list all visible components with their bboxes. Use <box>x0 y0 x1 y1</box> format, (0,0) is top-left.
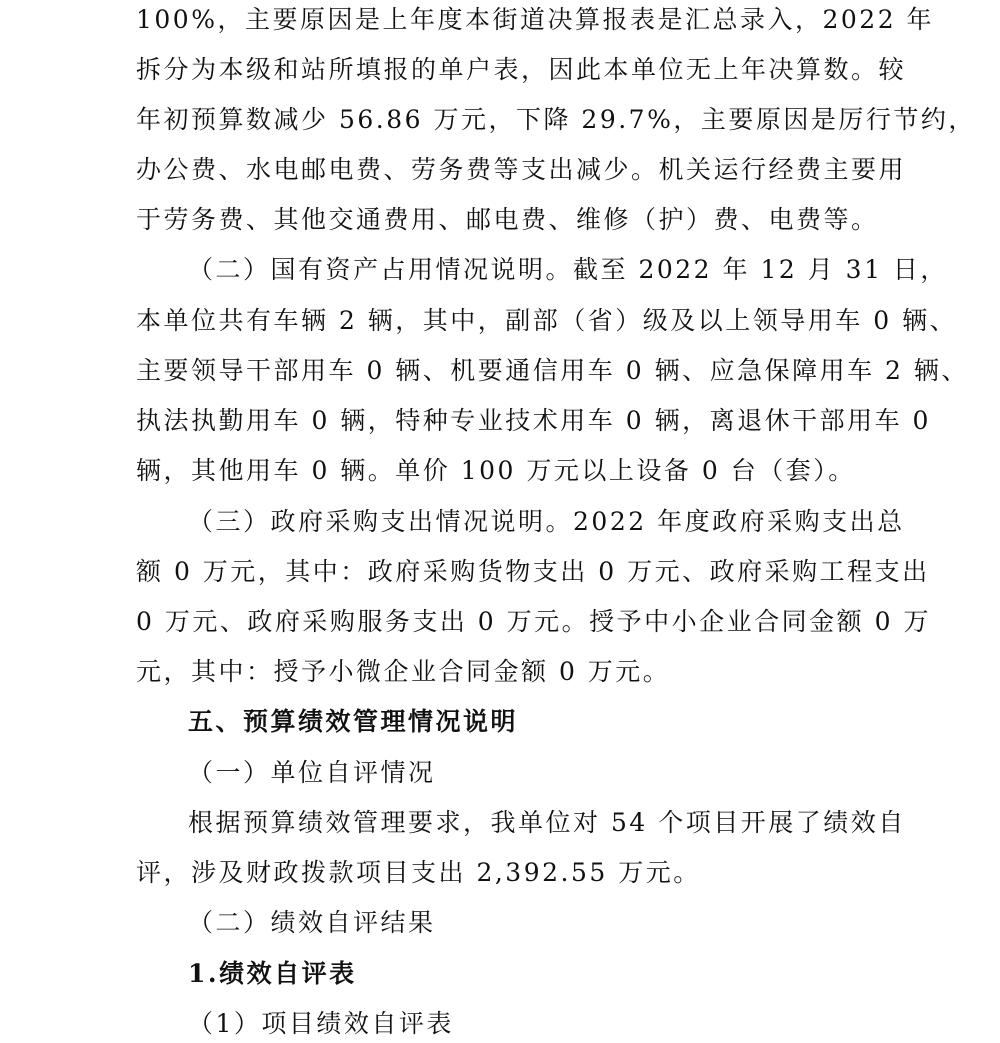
paragraph-line: 拆分为本级和站所填报的单户表，因此本单位无上年决算数。较 <box>136 55 907 84</box>
paragraph-line: 执法执勤用车 0 辆，特种专业技术用车 0 辆，离退休干部用车 0 <box>136 406 931 435</box>
subsection-heading: （二）绩效自评结果 <box>188 908 436 937</box>
paragraph-line: 于劳务费、其他交通费用、邮电费、维修（护）费、电费等。 <box>136 205 879 234</box>
subsection-heading: （一）单位自评情况 <box>188 758 436 787</box>
item-subheading: （1）项目绩效自评表 <box>188 1009 454 1038</box>
section-heading: 五、预算绩效管理情况说明 <box>188 707 519 736</box>
paragraph-line: （三）政府采购支出情况说明。2022 年度政府采购支出总 <box>188 507 905 536</box>
paragraph-line: 评，涉及财政拨款项目支出 2,392.55 万元。 <box>136 858 701 887</box>
paragraph-line: 100%，主要原因是上年度本街道决算报表是汇总录入，2022 年 <box>136 5 935 34</box>
paragraph-line: 年初预算数减少 56.86 万元，下降 29.7%，主要原因是厉行节约， <box>136 105 976 134</box>
paragraph-line: 根据预算绩效管理要求，我单位对 54 个项目开展了绩效自 <box>188 808 906 837</box>
paragraph-line: 额 0 万元，其中：政府采购货物支出 0 万元、政府采购工程支出 <box>136 557 930 586</box>
paragraph-line: （二）国有资产占用情况说明。截至 2022 年 12 月 31 日， <box>188 255 948 284</box>
paragraph-line: 主要领导干部用车 0 辆、机要通信用车 0 辆、应急保障用车 2 辆、 <box>136 356 969 385</box>
paragraph-line: 元，其中：授予小微企业合同金额 0 万元。 <box>136 657 671 686</box>
item-heading: 1.绩效自评表 <box>188 959 357 988</box>
paragraph-line: 0 万元、政府采购服务支出 0 万元。授予中小企业合同金额 0 万 <box>136 607 931 636</box>
paragraph-line: 辆，其他用车 0 辆。单价 100 万元以上设备 0 台（套）。 <box>136 456 856 485</box>
paragraph-line: 办公费、水电邮电费、劳务费等支出减少。机关运行经费主要用 <box>136 155 907 184</box>
paragraph-line: 本单位共有车辆 2 辆，其中，副部（省）级及以上领导用车 0 辆、 <box>136 306 958 335</box>
